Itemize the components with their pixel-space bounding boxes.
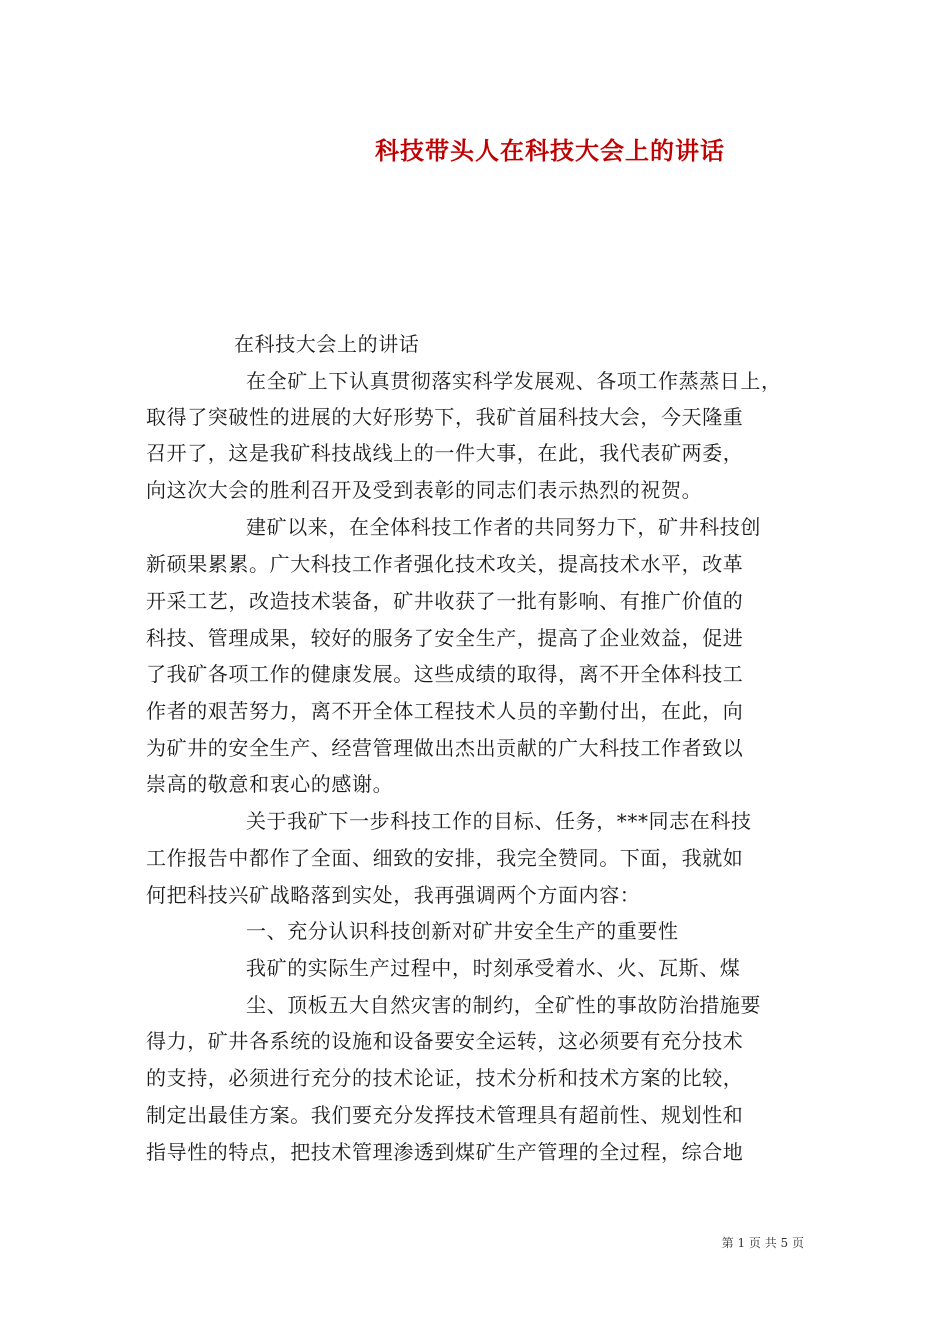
body-line: 为矿井的安全生产、经营管理做出杰出贡献的广大科技工作者致以 [146, 736, 744, 760]
body-line: 制定出最佳方案。我们要充分发挥技术管理具有超前性、规划性和 [146, 1103, 744, 1127]
body-line: 取得了突破性的进展的大好形势下，我矿首届科技大会，今天隆重 [146, 405, 744, 429]
body-line: 工作报告中都作了全面、细致的安排，我完全赞同。下面，我就如 [146, 846, 744, 870]
body-line: 科技、管理成果，较好的服务了安全生产，提高了企业效益，促进 [146, 626, 744, 650]
title-area [0, 0, 950, 200]
body-line: 建矿以来，在全体科技工作者的共同努力下，矿井科技创 [246, 515, 761, 539]
body-line: 了我矿各项工作的健康发展。这些成绩的取得，离不开全体科技工 [146, 662, 744, 686]
body-line: 得力，矿井各系统的设施和设备要安全运转，这必须要有充分技术 [146, 1029, 744, 1053]
body-line: 何把科技兴矿战略落到实处，我再强调两个方面内容： [146, 883, 641, 907]
body-line: 召开了，这是我矿科技战线上的一件大事，在此，我代表矿两委， [146, 441, 744, 465]
document-title: 科技带头人在科技大会上的讲话 [375, 136, 725, 165]
body-line: 崇高的敬意和衷心的感谢。 [146, 772, 394, 796]
body-line: 在全矿上下认真贯彻落实科学发展观、各项工作蒸蒸日上， [246, 369, 782, 393]
body-line: 新硕果累累。广大科技工作者强化技术攻关，提高技术水平，改革 [146, 552, 744, 576]
body-line: 向这次大会的胜利召开及受到表彰的同志们表示热烈的祝贺。 [146, 478, 703, 502]
body-line: 指导性的特点，把技术管理渗透到煤矿生产管理的全过程，综合地 [146, 1140, 744, 1164]
body-line: 开采工艺，改造技术装备，矿井收获了一批有影响、有推广价值的 [146, 589, 744, 613]
body-line: 作者的艰苦努力，离不开全体工程技术人员的辛勤付出，在此，向 [146, 699, 744, 723]
body-line: 我矿的实际生产过程中，时刻承受着水、火、瓦斯、煤 [246, 956, 741, 980]
body-line: 在科技大会上的讲话 [234, 332, 420, 356]
body-line: 关于我矿下一步科技工作的目标、任务，***同志在科技 [246, 809, 752, 833]
page-indicator: 第 1 页 共 5 页 [721, 1236, 804, 1250]
section-heading: 一、充分认识科技创新对矿井安全生产的重要性 [246, 919, 679, 943]
body-line: 的支持，必须进行充分的技术论证，技术分析和技术方案的比较， [146, 1066, 744, 1090]
body-line: 尘、顶板五大自然灾害的制约，全矿性的事故防治措施要 [246, 993, 761, 1017]
